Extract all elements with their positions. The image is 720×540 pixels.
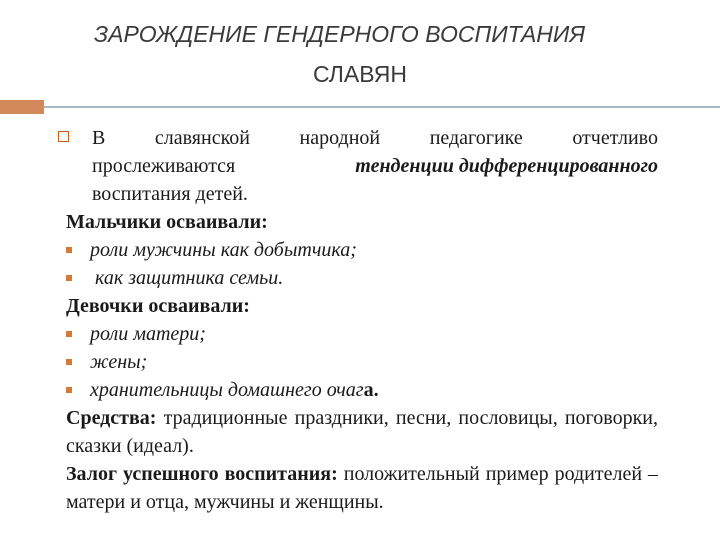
slide-body — [66, 124, 658, 516]
square-bullet-icon — [66, 275, 72, 281]
intro-word: отчетливо — [572, 127, 658, 149]
intro-line-2 — [92, 152, 658, 180]
list-item — [66, 376, 658, 404]
list-item-suffix: а. — [363, 379, 379, 401]
intro-line-3: воспитания детей. — [92, 183, 248, 205]
intro-line-1 — [92, 124, 658, 152]
square-bullet-icon — [66, 387, 72, 393]
list-item — [66, 320, 658, 348]
list-item — [66, 348, 658, 376]
boys-heading: Мальчики осваивали: — [66, 211, 268, 233]
square-bullet-icon — [66, 247, 72, 253]
divider-rule — [44, 106, 720, 108]
list-item-text: роли мужчины как добытчика; — [90, 239, 357, 261]
accent-block — [0, 100, 44, 114]
means-label: Средства: — [66, 407, 157, 429]
list-item-text: жены; — [90, 351, 148, 373]
intro-word: славянской — [154, 127, 250, 149]
slide-title — [60, 14, 660, 94]
means-paragraph — [66, 404, 658, 460]
list-item — [66, 264, 658, 292]
girls-heading: Девочки осваивали: — [66, 295, 250, 317]
hollow-square-bullet-icon — [58, 131, 69, 142]
means-text: традиционные праздники, песни, пословицы, поговорки, сказки (идеал). — [66, 407, 658, 457]
square-bullet-icon — [66, 331, 72, 337]
pledge-label: Залог успешного воспитания: — [66, 463, 338, 485]
list-item — [66, 236, 658, 264]
intro-word: педагогике — [429, 127, 523, 149]
pledge-text: положительный пример родителей – матери и отца, мужчины и женщины. — [66, 463, 659, 513]
list-item-text: как защитника семьи. — [90, 267, 284, 289]
pledge-paragraph — [66, 460, 658, 516]
intro-bullet — [66, 124, 658, 208]
list-item-text: хранительницы домашнего очаг — [90, 379, 364, 401]
intro-text: прослеживаются — [92, 155, 236, 177]
intro-word: народной — [299, 127, 381, 149]
list-item-text: роли матери; — [90, 323, 206, 345]
intro-emphasis: тенденции дифференцированного — [355, 155, 658, 177]
title-line-2: СЛАВЯН — [312, 61, 408, 87]
title-line-1: ЗАРОЖДЕНИЕ ГЕНДЕРНОГО ВОСПИТАНИЯ — [94, 21, 586, 47]
square-bullet-icon — [66, 359, 72, 365]
intro-word: В — [92, 127, 106, 149]
